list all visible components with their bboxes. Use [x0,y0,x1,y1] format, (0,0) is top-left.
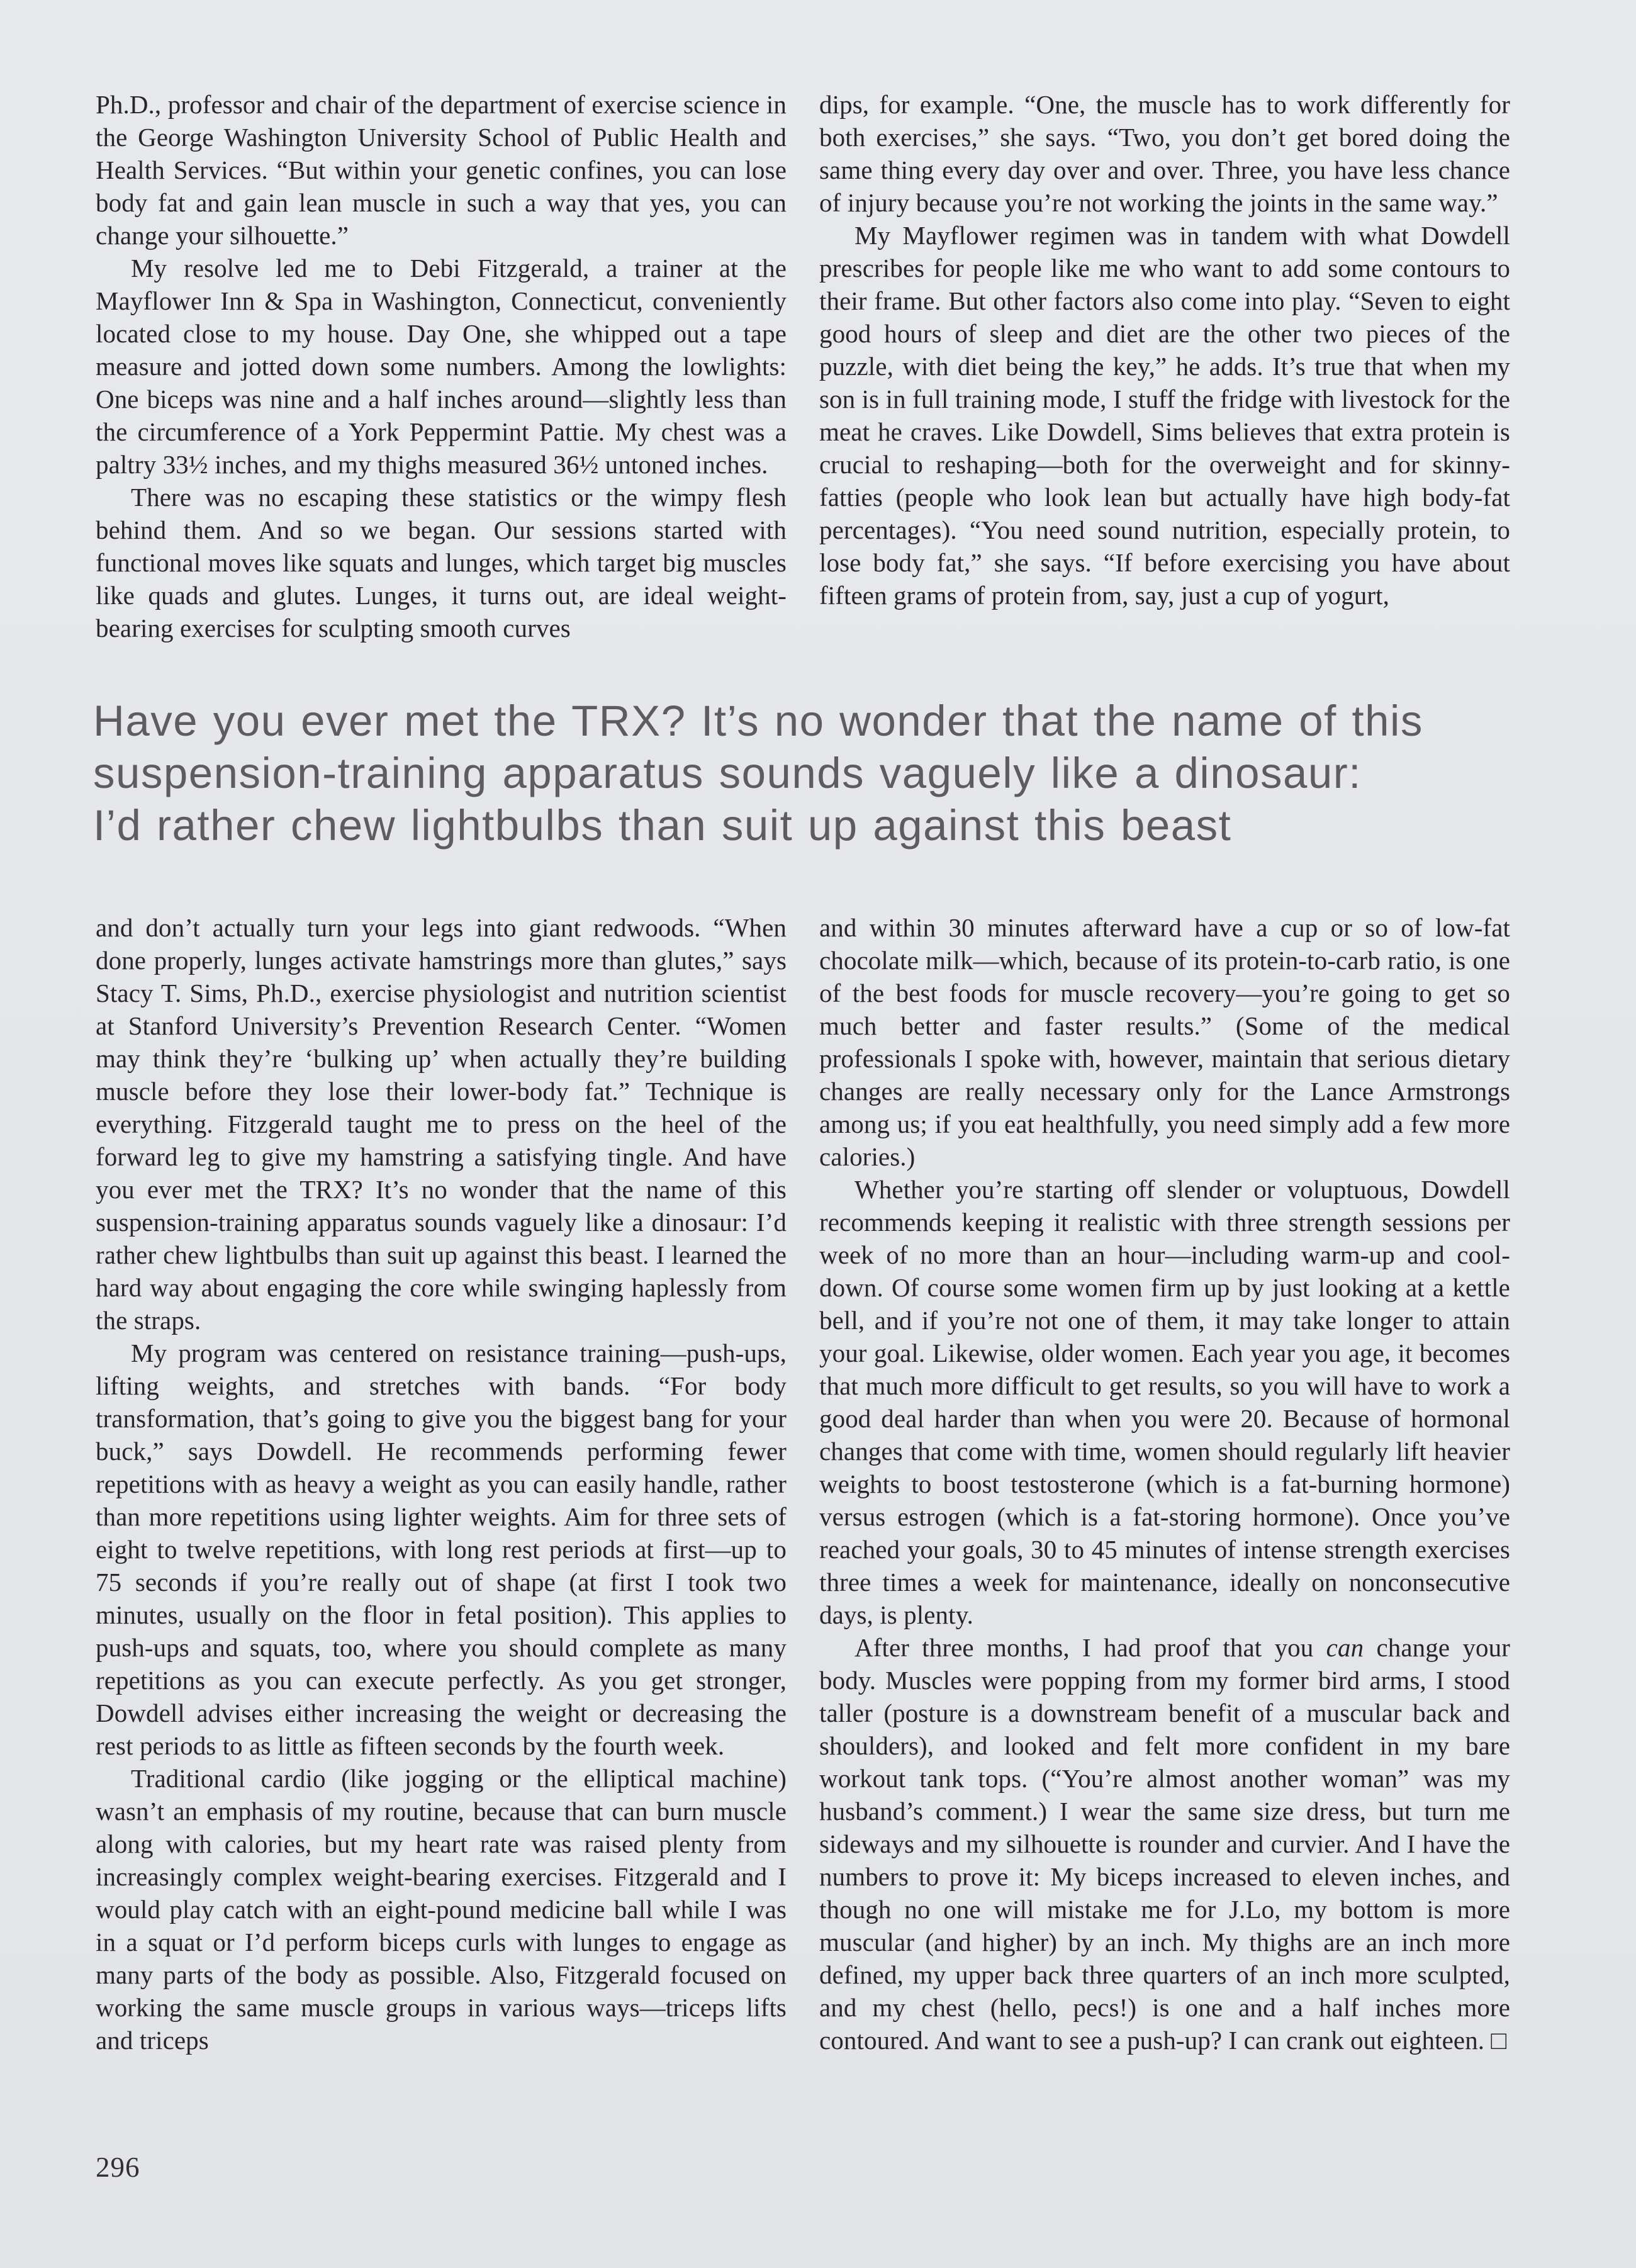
column-bottom-left [96,911,787,2057]
paragraph [96,911,787,1337]
paragraph [96,1762,787,2057]
text-run: and within 30 minutes afterward have a cup or so of low-fat chocolate milk—which, because of its protein-to-carb ratio, is one of the best foods for muscle recovery—you’re going to get so much better and faster results.” (Some of the medical professionals I spoke with, however, maintain that serious dietary changes are really necessary only for the Lance Armstrongs among us; if you eat healthfully, you need simply add a few more calories.) [819,913,1510,1171]
italic-text-run: can [1326,1633,1364,1662]
page-number: 296 [96,2152,140,2183]
text-run: After three months, I had proof that you [854,1633,1326,1662]
pull-quote-line: Have you ever met the TRX? It’s no wonder that the name of this [93,697,1423,745]
paragraph [96,1337,787,1762]
paragraph [96,252,787,481]
text-run: Ph.D., professor and chair of the department of exercise science in the George Washington University School of Public Health and Health Services. “But within your genetic confines, you can lose body fat and gain lean muscle in such a way that yes, you can change your silhouette.” [96,90,787,250]
text-run: change your body. Muscles were popping from my former bird arms, I stood taller (posture is a downstream benefit of a muscular back and shoulders), and looked and felt more confident in my bare workout tank tops. (“You’re almost another woman” was my husband’s comment.) I wear the same size dress, but turn me sideways and my silhouette is rounder and curvier. And I have the numbers to prove it: My biceps increased to eleven inches, and though no one will mistake me for J.Lo, my bottom is more muscular (and higher) by an inch. My thighs are an inch more defined, my upper back three quarters of an inch more sculpted, and my chest (hello, pecs!) is one and a half inches more contoured. And want to see a push-up? I can crank out eighteen. □ [819,1633,1510,2055]
pull-quote-line: suspension-training apparatus sounds vaguely like a dinosaur: [93,749,1362,797]
pull-quote [93,695,1553,851]
column-bottom-right [819,911,1510,2057]
text-run: and don’t actually turn your legs into giant redwoods. “When done properly, lunges activate hamstrings more than glutes,” says Stacy T. Sims, Ph.D., exercise physiologist and nutrition scientist at Stanford University’s Prevention Research Center. “Women may think they’re ‘bulking up’ when actually they’re building muscle before they lose their lower-body fat.” Technique is everything. Fitzgerald taught me to press on the heel of the forward leg to give my hamstring a satisfying tingle. And have you ever met the TRX? It’s no wonder that the name of this suspension-training apparatus sounds vaguely like a dinosaur: I’d rather chew lightbulbs than suit up against this beast. I learned the hard way about engaging the core while swinging haplessly from the straps. [96,913,787,1335]
paragraph [96,88,787,252]
text-run: My Mayflower regimen was in tandem with what Dowdell prescribes for people like me who want to add some contours to their frame. But other factors also come into play. “Seven to eight good hours of sleep and diet are the other two pieces of the puzzle, with diet being the key,” he adds. It’s true that when my son is in full training mode, I stuff the fridge with livestock for the meat he craves. Like Dowdell, Sims believes that extra protein is crucial to reshaping—both for the overweight and for skinny-fatties (people who look lean but actually have high body-fat percentages). “You need sound nutrition, especially protein, to lose body fat,” she says. “If before exercising you have about fifteen grams of protein from, say, just a cup of yogurt, [819,221,1510,610]
pull-quote-line: I’d rather chew lightbulbs than suit up against this beast [93,801,1232,850]
paragraph [96,481,787,644]
text-run: There was no escaping these statistics or the wimpy flesh behind them. And so we began. Our sessions started with functional moves like squats and lunges, which target big muscles like quads and glutes. Lunges, it turns out, are ideal weight-bearing exercises for sculpting smooth curves [96,483,787,643]
text-run: Whether you’re starting off slender or voluptuous, Dowdell recommends keeping it realistic with three strength sessions per week of no more than an hour—including warm-up and cool-down. Of course some women firm up by just looking at a kettle bell, and if you’re not one of them, it may take longer to attain your goal. Likewise, older women. Each year you age, it becomes that much more difficult to get results, so you will have to work a good deal harder than when you were 20. Because of hormonal changes that come with time, women should regularly lift heavier weights to boost testosterone (which is a fat-burning hormone) versus estrogen (which is a fat-storing hormone). Once you’ve reached your goals, 30 to 45 minutes of intense strength exercises three times a week for maintenance, ideally on nonconsecutive days, is plenty. [819,1175,1510,1629]
column-top-left [96,88,787,644]
text-run: My resolve led me to Debi Fitzgerald, a trainer at the Mayflower Inn & Spa in Washington, Connecticut, conveniently located close to my house. Day One, she whipped out a tape measure and jotted down some numbers. Among the lowlights: One biceps was nine and a half inches around—slightly less than the circumference of a York Peppermint Pattie. My chest was a paltry 33½ inches, and my thighs measured 36½ untoned inches. [96,254,787,479]
paragraph [819,1173,1510,1631]
text-run: Traditional cardio (like jogging or the elliptical machine) wasn’t an emphasis of my routine, because that can burn muscle along with calories, but my heart rate was raised plenty from increasingly complex weight-bearing exercises. Fitzgerald and I would play catch with an eight-pound medicine ball while I was in a squat or I’d perform biceps curls with lunges to engage as many parts of the body as possible. Also, Fitzgerald focused on working the same muscle groups in various ways—triceps lifts and triceps [96,1764,787,2055]
text-run: My program was centered on resistance training—push-ups, lifting weights, and stretches with bands. “For body transformation, that’s going to give you the biggest bang for your buck,” says Dowdell. He recommends performing fewer repetitions with as heavy a weight as you can easily handle, rather than more repetitions using lighter weights. Aim for three sets of eight to twelve repetitions, with long rest periods at first—up to 75 seconds if you’re really out of shape (at first I took two minutes, usually on the floor in fetal position). This applies to push-ups and squats, too, where you should complete as many repetitions as you can execute perfectly. As you get stronger, Dowdell advises either increasing the weight or decreasing the rest periods to as little as fifteen seconds by the fourth week. [96,1339,787,1760]
column-top-right [819,88,1510,612]
paragraph [819,911,1510,1173]
paragraph [819,88,1510,219]
paragraph [819,219,1510,612]
text-run: dips, for example. “One, the muscle has to work differently for both exercises,” she says. “Two, you don’t get bored doing the same thing every day over and over. Three, you have less chance of injury because you’re not working the joints in the same way.” [819,90,1510,217]
paragraph [819,1631,1510,2057]
